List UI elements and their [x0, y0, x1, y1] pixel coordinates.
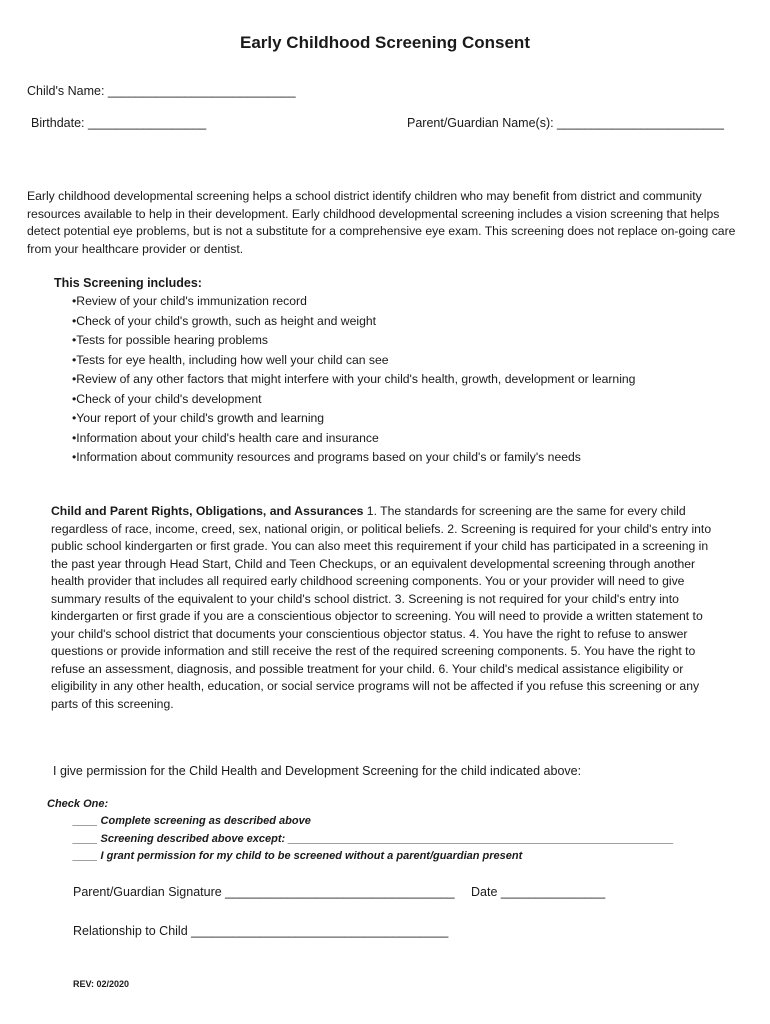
date-field[interactable]: Date _______________ [471, 885, 606, 899]
revision-label: REV: 02/2020 [73, 979, 130, 989]
option-complete[interactable]: ____ Complete screening as described above [73, 815, 311, 827]
rights-paragraph [51, 503, 715, 713]
birthdate-field[interactable]: Birthdate: _________________ [31, 116, 207, 130]
signature-field[interactable]: Parent/Guardian Signature _________________________________ [73, 885, 455, 899]
check-options [73, 813, 674, 866]
list-item: • Information about community resources and programs based on your child's or family's needs [72, 448, 635, 468]
list-item: • Check of your child's development [72, 390, 635, 410]
includes-heading: This Screening includes: [54, 276, 202, 290]
page-title: Early Childhood Screening Consent [240, 33, 530, 52]
intro-paragraph: Early childhood developmental screening helps a school district identify children who may benefit from district and community resources available to help in their development. Early childhood developmental screening includes a vision screening that helps detect potential eye problems, but is not a substitute for a comprehensive eye exam. This screening does not replace on-going care from your healthcare provider or dentist. [27, 189, 736, 256]
permission-statement: I give permission for the Child Health and Development Screening for the child indicated above: [53, 764, 582, 778]
check-one-heading: Check One: [47, 798, 109, 810]
includes-list [72, 292, 635, 468]
list-item: • Check of your child's growth, such as height and weight [72, 312, 635, 332]
relationship-field[interactable]: Relationship to Child _____________________________________ [73, 924, 449, 938]
child-name-field[interactable]: Child's Name: ___________________________ [27, 84, 296, 98]
list-item: • Tests for possible hearing problems [72, 331, 635, 351]
parent-name-field[interactable]: Parent/Guardian Name(s): ________________________ [407, 116, 724, 130]
list-item: • Your report of your child's growth and learning [72, 409, 635, 429]
list-item: • Review of any other factors that might interfere with your child's health, growth, development or learning [72, 370, 635, 390]
list-item: • Information about your child's health care and insurance [72, 429, 635, 449]
option-without-parent[interactable]: ____ I grant permission for my child to be screened without a parent/guardian present [73, 850, 523, 862]
list-item: • Review of your child's immunization record [72, 292, 635, 312]
rights-heading: Child and Parent Rights, Obligations, and Assurances [51, 504, 364, 518]
list-item: • Tests for eye health, including how well your child can see [72, 351, 635, 371]
option-except[interactable]: ____ Screening described above except: _______________________________________________________________ [73, 832, 674, 845]
rights-text: 1. The standards for screening are the same for every child regardless of race, income, creed, sex, national origin, or political beliefs. 2. Screening is required for your child's entry into public school kindergarten or first grade. You can also meet this requirement if your child has participated in a screening in the past year through Head Start, Child and Teen Checkups, or an equivalent developmental screening through another health provider that includes all required early childhood screening components. You or your provider will need to give summary results of the equivalent to your child's school district. 3. Screening is not required for your child's entry into kindergarten or first grade if you are a conscientious objector to screening. You will need to provide a written statement to your child's school district that documents your conscientious objector status. 4. You have the right to refuse to answer questions or provide information and still receive the rest of the required screening components. 5. You have the right to refuse an assessment, diagnosis, and possible treatment for your child. 6. Your child's medical assistance eligibility or eligibility in any other health, education, or social service programs will not be affected if you refuse this screening or any parts of this screening. [51, 504, 712, 711]
